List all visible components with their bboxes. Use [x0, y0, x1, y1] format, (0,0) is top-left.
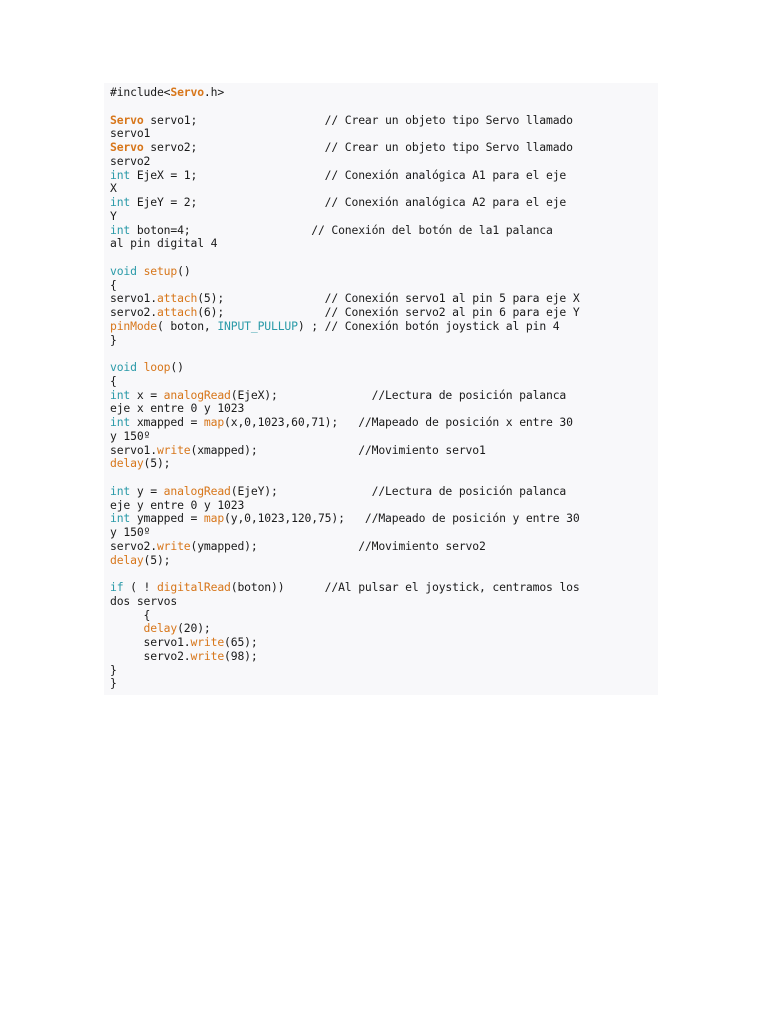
code-line: [110, 320, 658, 334]
code-line: [110, 375, 658, 389]
code-token: (ymapped); //Movimiento servo2: [190, 538, 486, 553]
code-token: (5); // Conexión servo1 al pin 5 para eje X: [197, 291, 580, 306]
code-line: [110, 567, 658, 581]
code-line: [110, 430, 658, 444]
code-token: [137, 360, 144, 374]
code-line: [110, 169, 658, 183]
code-token: (x,0,1023,60,71); //Mapeado de posición x entre 30: [224, 415, 573, 429]
code-token: int: [110, 415, 131, 429]
code-token: attach: [156, 291, 198, 306]
code-token: }: [110, 662, 117, 677]
code-token: x =: [130, 387, 164, 402]
code-token: attach: [156, 305, 198, 319]
code-token: write: [190, 635, 225, 649]
code-line: [110, 664, 658, 678]
code-token: y 150º: [110, 428, 151, 443]
code-line: [110, 155, 658, 169]
code-token: (6); // Conexión servo2 al pin 6 para eje Y: [197, 305, 580, 319]
code-token: Servo: [170, 85, 204, 99]
code-token: (98);: [224, 648, 258, 663]
code-token: int: [110, 167, 131, 182]
code-token: X: [110, 181, 117, 196]
code-token: analogRead: [163, 483, 231, 498]
code-token: #include<: [110, 85, 171, 99]
code-token: if: [110, 580, 124, 594]
code-token: map: [203, 415, 225, 429]
code-token: (): [170, 360, 184, 374]
code-token: eje x entre 0 y 1023: [110, 401, 245, 416]
code-token: }: [110, 676, 117, 691]
code-token: write: [156, 538, 191, 553]
code-token: [137, 264, 144, 278]
code-line: [110, 485, 658, 499]
code-token: servo1: [110, 126, 151, 141]
code-line: [110, 224, 658, 238]
code-line: [110, 471, 658, 485]
code-line: [110, 526, 658, 540]
code-token: delay: [110, 456, 144, 471]
code-line: [110, 444, 658, 458]
code-token: void: [110, 360, 137, 374]
code-token: (y,0,1023,120,75); //Mapeado de posición y entre 30: [224, 511, 580, 526]
code-line: [110, 402, 658, 416]
code-line: [110, 581, 658, 595]
code-token: dos servos: [110, 593, 178, 608]
code-token: ( boton,: [156, 318, 218, 333]
code-line: [110, 210, 658, 224]
code-token: (5);: [143, 552, 171, 567]
code-line: [110, 554, 658, 568]
code-line: [110, 512, 658, 526]
code-token: xmapped =: [130, 415, 204, 429]
code-token: delay: [110, 552, 144, 567]
code-token: servo1.: [110, 442, 157, 457]
code-token: servo1.: [110, 635, 191, 649]
code-line: [110, 237, 658, 251]
code-token: delay: [143, 621, 178, 636]
code-line: [110, 141, 658, 155]
code-line: [110, 196, 658, 210]
code-token: y =: [130, 483, 164, 498]
code-line: [110, 334, 658, 348]
code-token: Y: [110, 208, 117, 223]
code-line: [110, 457, 658, 471]
code-line: [110, 609, 658, 623]
code-line: [110, 292, 658, 306]
code-token: loop: [143, 360, 171, 374]
code-line: [110, 86, 658, 100]
code-token: EjeX = 1; // Conexión analógica A1 para el eje: [130, 167, 567, 182]
code-token: Servo: [110, 140, 144, 154]
code-token: (5);: [143, 456, 171, 471]
code-token: servo2.: [110, 648, 191, 663]
code-line: [110, 306, 658, 320]
code-token: (): [177, 263, 191, 278]
code-token: [110, 621, 144, 635]
code-token: (20);: [177, 621, 211, 636]
code-line: [110, 499, 658, 513]
code-token: digitalRead: [156, 580, 231, 594]
code-token: ( !: [123, 580, 157, 594]
code-token: int: [110, 222, 131, 237]
code-token: Servo: [110, 112, 144, 127]
code-line: [110, 622, 658, 636]
code-token: setup: [143, 263, 178, 278]
code-token: void: [110, 263, 137, 278]
code-token: servo1.: [110, 291, 157, 306]
code-line: [110, 677, 658, 691]
code-line: [110, 636, 658, 650]
code-line: [110, 347, 658, 361]
code-line: [110, 251, 658, 265]
code-token: ) ; // Conexión botón joystick al pin 4: [297, 318, 560, 333]
code-token: write: [156, 442, 191, 457]
code-token: servo1; // Crear un objeto tipo Servo llamado: [143, 112, 573, 127]
code-line: [110, 416, 658, 430]
code-token: {: [110, 277, 117, 292]
code-line: [110, 279, 658, 293]
code-token: y 150º: [110, 525, 151, 539]
code-token: {: [110, 607, 151, 622]
code-token: (EjeY); //Lectura de posición palanca: [230, 483, 567, 498]
code-token: int: [110, 511, 131, 526]
code-line: [110, 361, 658, 375]
code-token: (boton)) //Al pulsar el joystick, centramos los: [230, 580, 580, 594]
code-line: [110, 127, 658, 141]
code-line: [110, 650, 658, 664]
code-line: [110, 114, 658, 128]
code-line: [110, 100, 658, 114]
code-token: servo2.: [110, 538, 157, 553]
code-line: [110, 182, 658, 196]
code-token: servo2: [110, 153, 151, 168]
code-token: int: [110, 483, 131, 498]
code-token: (xmapped); //Movimiento servo1: [190, 442, 486, 457]
code-token: int: [110, 387, 131, 402]
code-token: .h>: [203, 85, 225, 99]
code-token: EjeY = 2; // Conexión analógica A2 para el eje: [130, 195, 567, 209]
code-token: al pin digital 4: [110, 236, 218, 251]
code-line: [110, 540, 658, 554]
code-line: [110, 265, 658, 279]
code-token: (EjeX); //Lectura de posición palanca: [230, 387, 567, 402]
code-token: eje y entre 0 y 1023: [110, 497, 245, 512]
code-line: [110, 389, 658, 403]
code-line: [110, 595, 658, 609]
code-token: (65);: [224, 635, 258, 649]
code-lines: [110, 86, 658, 691]
code-token: analogRead: [163, 387, 231, 402]
code-token: {: [110, 373, 117, 388]
code-token: int: [110, 195, 131, 209]
code-token: }: [110, 332, 117, 347]
code-token: write: [190, 648, 225, 663]
code-listing: [104, 83, 658, 695]
code-token: ymapped =: [130, 511, 204, 526]
code-token: INPUT_PULLUP: [217, 318, 298, 333]
code-token: servo2.: [110, 305, 157, 319]
code-token: pinMode: [110, 318, 157, 333]
code-token: servo2; // Crear un objeto tipo Servo llamado: [143, 140, 573, 154]
code-token: boton=4; // Conexión del botón de la1 palanca: [130, 222, 553, 237]
code-token: map: [203, 511, 225, 526]
